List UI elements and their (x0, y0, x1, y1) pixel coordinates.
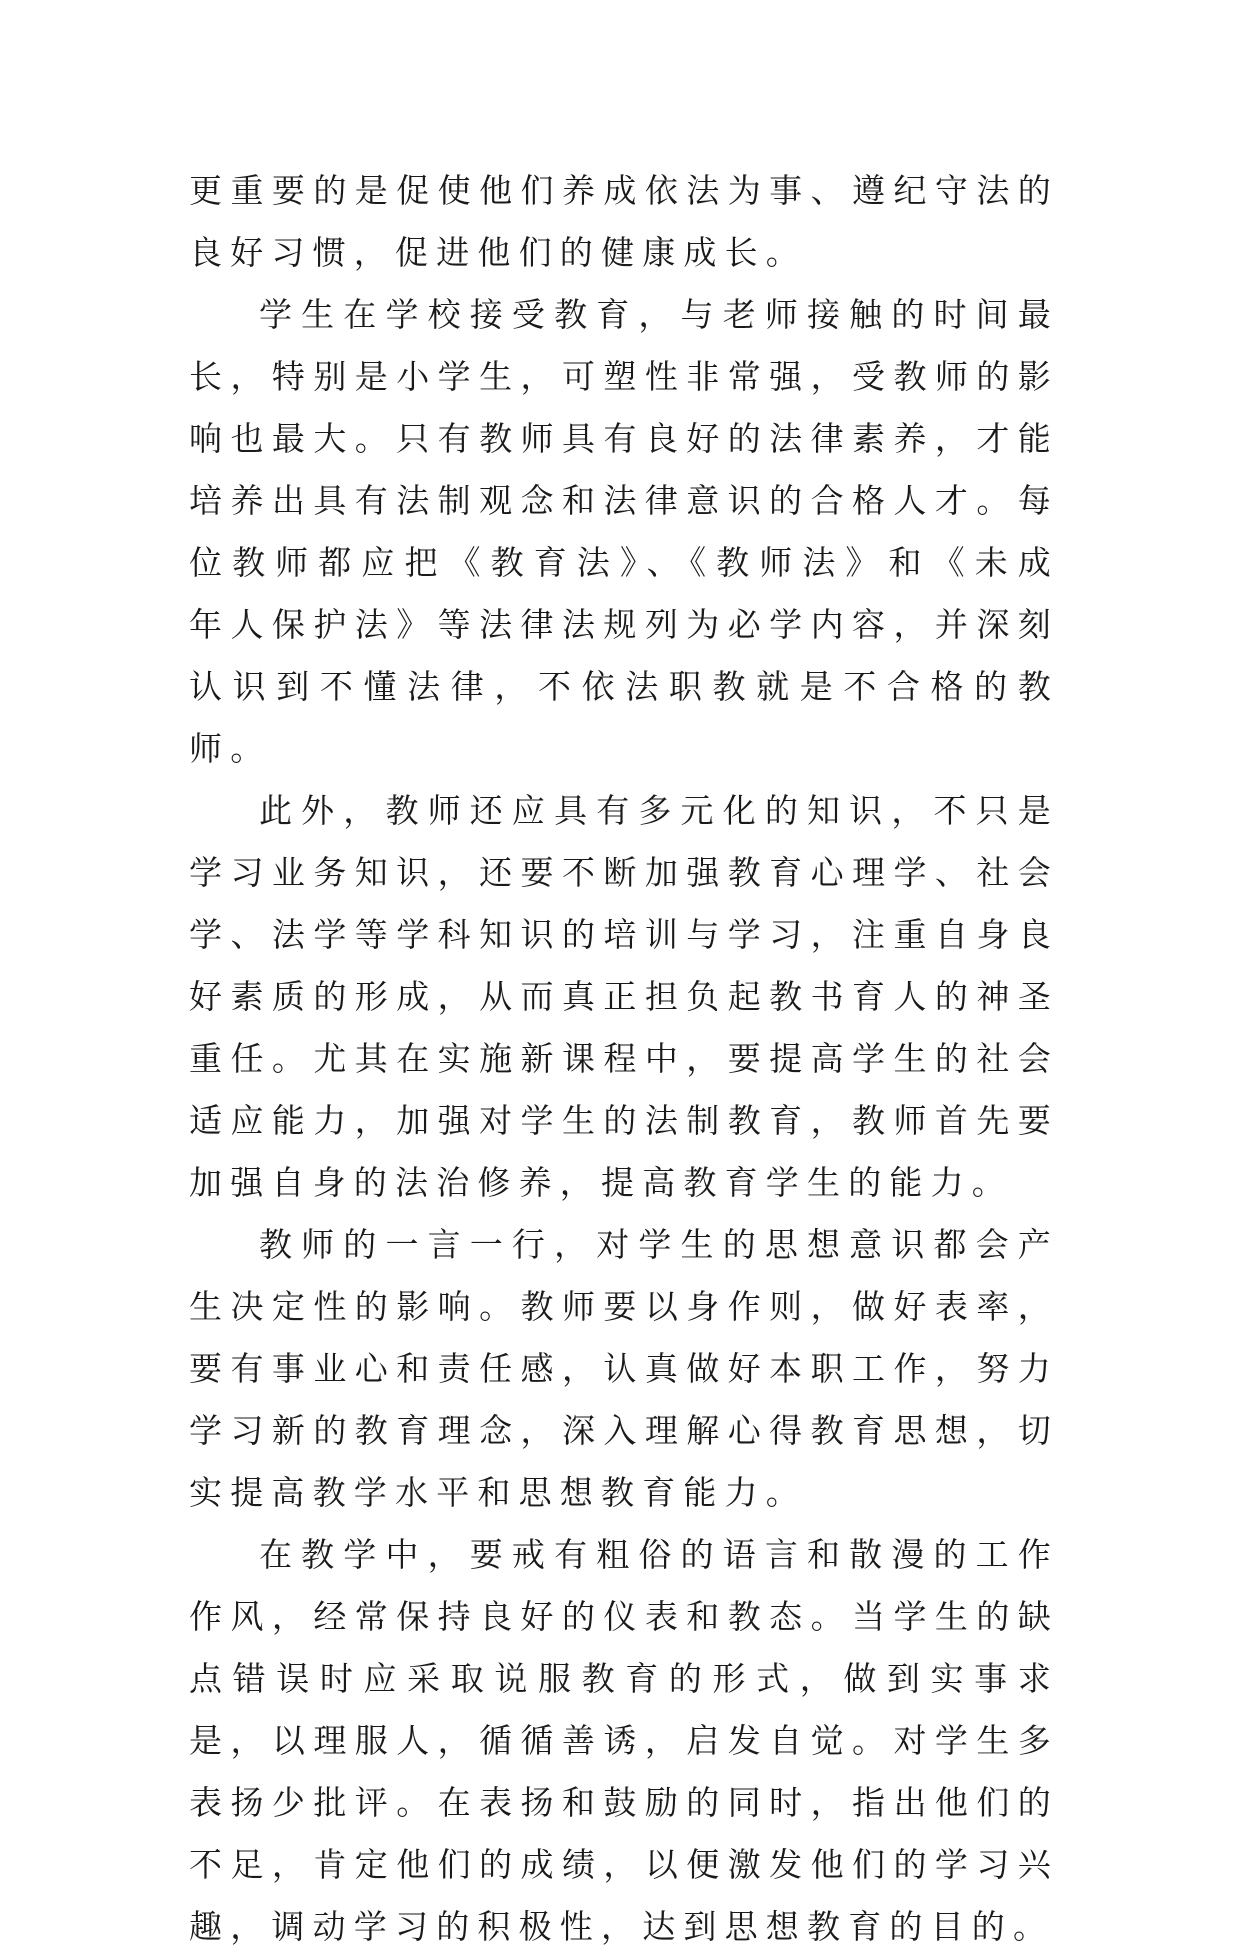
paragraph-4: 教师的一言一行，对学生的思想意识都会产生决定性的影响。教师要以身作则，做好表率，要有事业心和责任感，认真做好本职工作，努力学习新的教育理念，深入理解心得教育思想，切实提高教学水平和思想教育能力。 (189, 1225, 1059, 1512)
paragraph-2: 学生在学校接受教育，与老师接触的时间最长，特别是小学生，可塑性非常强，受教师的影响也最大。只有教师具有良好的法律素养，才能培养出具有法制观念和法律意识的合格人才。每位教师都应把《教育法》、《教师法》和《未成年人保护法》等法律法规列为必学内容，并深刻认识到不懂法律，不依法职教就是不合格的教师。 (189, 295, 1059, 768)
document-body (189, 160, 1059, 1958)
paragraph-1: 更重要的是促使他们养成依法为事、遵纪守法的良好习惯，促进他们的健康成长。 (189, 171, 1059, 272)
paragraph-5: 在教学中，要戒有粗俗的语言和散漫的工作作风，经常保持良好的仪表和教态。当学生的缺点错误时应采取说服教育的形式，做到实事求是，以理服人，循循善诱，启发自觉。对学生多表扬少批评。在表扬和鼓励的同时，指出他们的不足，肯定他们的成绩，以便激发他们的学习兴趣，调动学习的积极性，达到思想教育的目的。 (189, 1535, 1059, 1946)
paragraph-3: 此外，教师还应具有多元化的知识，不只是学习业务知识，还要不断加强教育心理学、社会学、法学等学科知识的培训与学习，注重自身良好素质的形成，从而真正担负起教书育人的神圣重任。尤其在实施新课程中，要提高学生的社会适应能力，加强对学生的法制教育，教师首先要加强自身的法治修养，提高教育学生的能力。 (189, 791, 1059, 1202)
